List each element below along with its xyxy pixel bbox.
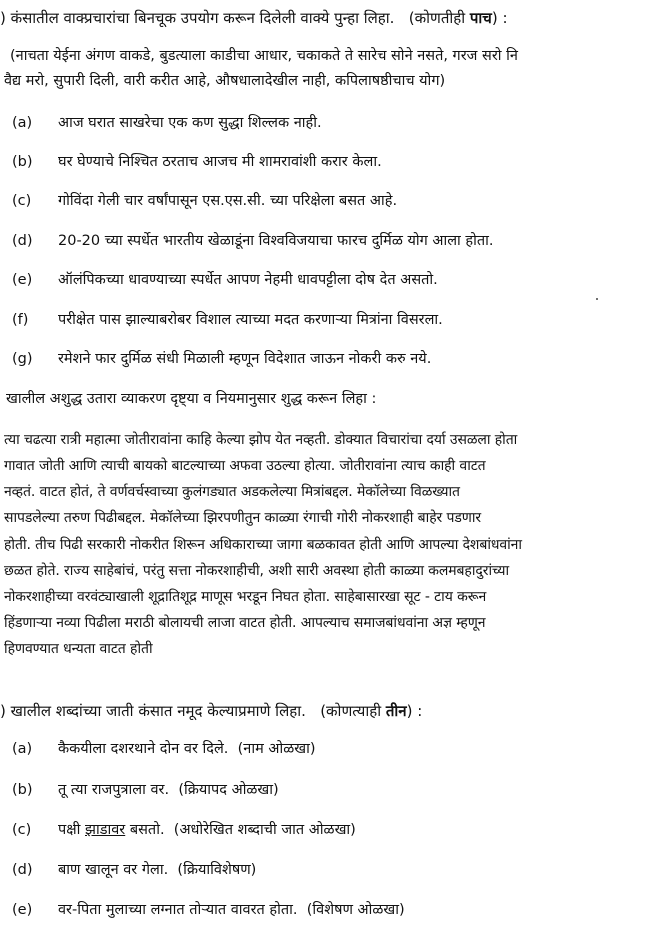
question-3-text: ) खालील शब्दांच्या जाती कंसात नमूद केल्याप्रमाणे लिहा. <box>0 702 306 720</box>
word-item-c-hint: (अधोरेखित शब्दाची जात ओळखा) <box>173 822 356 838</box>
word-item-b-hint: (क्रियापद ओळखा) <box>178 782 279 798</box>
phrase-list-line-1: (नाचता येईना अंगण वाकडे, बुडत्याला काडीचा आधार, चकाकते ते सारेच सोने नसते, गरज सरो नि <box>10 48 518 64</box>
passage-line-6: छळत होते. राज्य साहेबांचं, परंतु सत्ता नोकरशाहीची, अशी सारी अवस्था होती काळ्या कलमबहादुरांच्या <box>4 563 510 579</box>
sentence-item-b: (b) घर घेण्याचे निश्चित ठरताच आजच मी शामरावांशी करार केला. <box>12 154 382 170</box>
question-3 <box>0 701 422 721</box>
word-item-c: (c) पक्षी झाडावर बसतो. (अधोरेखित शब्दाची जात ओळखा) <box>12 822 356 838</box>
passage-line-5: होती. तीच पिढी सरकारी नोकरीत शिरून अधिकाराच्या जागा बळकावत होती आणि आपल्या देशबांधवांना <box>4 537 522 553</box>
passage-line-2: गावात जोती आणि त्याची बायको बाटल्याच्या अफवा उठल्या होत्या. जोतीरावांना त्याच काही वाटत <box>4 458 486 474</box>
passage-line-8: हिंडणाऱ्या नव्या पिढीला मराठी बोलायची लाजा वाटत होती. आपल्याच समाजबांधवांना अज्ञ म्हणून <box>4 615 486 631</box>
word-item-e-hint: (विशेषण ओळखा) <box>306 902 405 918</box>
question-3-hint: (कोणत्याही तीन) : <box>320 702 423 720</box>
question-1-count: पाच <box>469 9 492 27</box>
phrase-list-line-2: वैद्य मरो, सुपारी दिली, वारी करीत आहे, औषधालादेखील नाही, कपिलाषष्ठीचाच योग) <box>4 73 446 89</box>
question-1 <box>0 8 508 28</box>
word-item-b: (b) तू त्या राजपुत्राला वर. (क्रियापद ओळखा) <box>12 782 279 798</box>
word-item-d: (d) बाण खालून वर गेला. (क्रियाविशेषण) <box>12 862 257 878</box>
passage-line-9: हिणवण्यात धन्यता वाटत होती <box>4 641 153 657</box>
sentence-item-g: (g) रमेशने फार दुर्मिळ संधी मिळाली म्हणून विदेशात जाऊन नोकरी करु नये. <box>12 351 432 367</box>
word-item-a: (a) कैकयीला दशरथाने दोन वर दिले. (नाम ओळखा) <box>12 741 316 757</box>
sentence-item-e: (e) ऑलंपिकच्या धावण्याच्या स्पर्धेत आपण नेहमी धावपट्टीला दोष देत असतो. <box>12 272 438 288</box>
passage-line-4: सापडलेल्या तरुण पिढीबद्दल. मेकॉलेच्या झिरपणीतुन काळ्या रंगाची गोरी नोकरशाही बाहेर पडणार <box>4 510 482 526</box>
speck <box>596 298 598 300</box>
sentence-item-a: (a) आज घरात साखरेचा एक कण सुद्धा शिल्लक नाही. <box>12 115 322 131</box>
question-3-count: तीन <box>385 702 407 720</box>
sentence-item-c: (c) गोविंदा गेली चार वर्षांपासून एस.एस.सी. च्या परिक्षेला बसत आहे. <box>12 193 398 209</box>
question-1-text: ) कंसातील वाक्प्रचारांचा बिनचूक उपयोग करून दिलेली वाक्ये पुन्हा लिहा. <box>0 9 395 27</box>
word-item-e: (e) वर-पिता मुलाच्या लग्नात तोऱ्यात वावरत होता. (विशेषण ओळखा) <box>12 902 405 918</box>
underlined-word: झाडावर <box>85 822 126 838</box>
question-2: खालील अशुद्ध उतारा व्याकरण दृष्ट्या व नियमानुसार शुद्ध करून लिहा : <box>6 391 377 407</box>
sentence-item-f: (f) परीक्षेत पास झाल्याबरोबर विशाल त्याच्या मदत करणाऱ्या मित्रांना विसरला. <box>12 312 443 328</box>
passage-line-1: त्या चढत्या रात्री महात्मा जोतीरावांना काहि केल्या झोप येत नव्हती. डोक्यात विचारांचा दर्या उसळला होता <box>4 432 518 448</box>
word-item-a-hint: (नाम ओळखा) <box>237 741 316 757</box>
passage-line-3: नव्हतं. वाटत होतं, ते वर्णवर्चस्वाच्या कुलंगड्यात अडकलेल्या मित्रांबद्दल. मेकॉलेच्या विळख्यात <box>4 484 460 500</box>
sentence-item-d: (d) 20-20 च्या स्पर्धेत भारतीय खेळाडूंना विश्वविजयाचा फारच दुर्मिळ योग आला होता. <box>12 233 494 249</box>
passage-line-7: नोकरशाहीच्या वरवंट्याखाली शूद्रातिशूद्र माणूस भरडून निघत होता. साहेबासारखा सूट - टाय करून <box>4 589 487 605</box>
word-item-d-hint: (क्रियाविशेषण) <box>177 862 257 878</box>
question-1-hint: (कोणतीही पाच) : <box>408 9 508 27</box>
